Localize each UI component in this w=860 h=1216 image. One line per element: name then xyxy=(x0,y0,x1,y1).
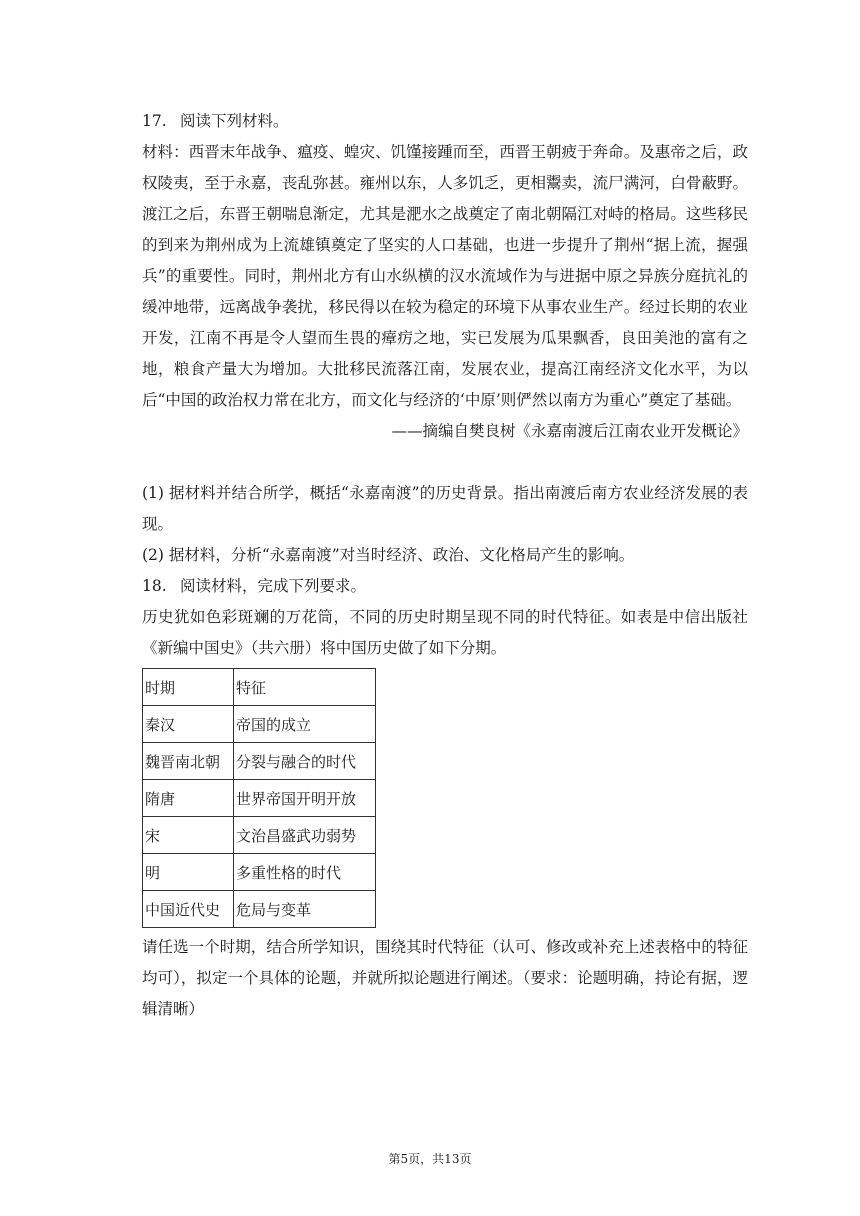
question-18-task: 请任选一个时期，结合所学知识，围绕其时代特征（认可、修改或补充上述表格中的特征均可），拟定一个具体的论题，并就所拟论题进行阐述。（要求：论题明确，持论有据，逻辑清晰） xyxy=(142,938,748,1018)
question-17-heading xyxy=(142,106,748,137)
question-number: 18. xyxy=(142,577,167,595)
table-cell-feature: 世界帝国开明开放 xyxy=(234,780,376,817)
table-cell-feature: 分裂与融合的时代 xyxy=(234,743,376,780)
table-cell-period: 秦汉 xyxy=(143,706,234,743)
table-row xyxy=(143,706,376,743)
question-prompt: 阅读下列材料。 xyxy=(180,112,289,130)
question-18-intro: 历史犹如色彩斑斓的万花筒，不同的历史时期呈现不同的时代特征。如表是中信出版社《新编中国史》（共六册）将中国历史做了如下分期。 xyxy=(142,608,748,657)
page-footer: 第5页，共13页 xyxy=(388,1152,472,1166)
table-cell-feature: 帝国的成立 xyxy=(234,706,376,743)
table-cell-feature: 多重性格的时代 xyxy=(234,854,376,891)
table-cell-period: 隋唐 xyxy=(143,780,234,817)
question-18-heading xyxy=(142,571,748,602)
question-17-material: 材料：西晋末年战争、瘟疫、蝗灾、饥馑接踵而至，西晋王朝疲于奔命。及惠帝之后，政权陵夷，至于永嘉，丧乱弥甚。雍州以东，人多饥乏，更相鬻卖，流尸满河，白骨蔽野。渡江之后，东晋王朝喘息渐定，尤其是淝水之战奠定了南北朝隔江对峙的格局。这些移民的到来为荆州成为上流雄镇奠定了坚实的人口基础，也进一步提升了荆州“据上流，握强兵”的重要性。同时，荆州北方有山水纵横的汉水流域作为与进据中原之异族分庭抗礼的缓冲地带，远离战争袭扰，移民得以在较为稳定的环境下从事农业生产。经过长期的农业开发，江南不再是令人望而生畏的瘴疠之地，实已发展为瓜果飘香，良田美池的富有之地，粮食产量大为增加。大批移民流落江南，发展农业，提高江南经济文化水平，为以后“中国的政治权力常在北方，而文化与经济的‘中原’则俨然以南方为重心”奠定了基础。 xyxy=(142,143,748,409)
spacer xyxy=(142,447,748,478)
table-cell-feature: 文治昌盛武功弱势 xyxy=(234,817,376,854)
table-cell-period: 宋 xyxy=(143,817,234,854)
question-prompt: 阅读材料，完成下列要求。 xyxy=(180,577,367,595)
table-header-cell: 特征 xyxy=(234,669,376,706)
table-row xyxy=(143,780,376,817)
table-header-cell: 时期 xyxy=(143,669,234,706)
question-number: 17. xyxy=(142,112,167,130)
table-row xyxy=(143,817,376,854)
table-row xyxy=(143,891,376,928)
table-row xyxy=(143,743,376,780)
period-table xyxy=(142,668,376,928)
material-source: ——摘编自樊良树《永嘉南渡后江南农业开发概论》 xyxy=(391,422,748,440)
table-cell-period: 中国近代史 xyxy=(143,891,234,928)
table-cell-period: 明 xyxy=(143,854,234,891)
table-cell-period: 魏晋南北朝 xyxy=(143,743,234,780)
table-header-row xyxy=(143,669,376,706)
table-row xyxy=(143,854,376,891)
subquestion-1: (1) 据材料并结合所学，概括“永嘉南渡”的历史背景。指出南渡后南方农业经济发展的表现。 xyxy=(142,484,748,533)
subquestion-2: (2) 据材料，分析“永嘉南渡”对当时经济、政治、文化格局产生的影响。 xyxy=(142,546,635,564)
page-content xyxy=(142,106,748,1025)
table-cell-feature: 危局与变革 xyxy=(234,891,376,928)
